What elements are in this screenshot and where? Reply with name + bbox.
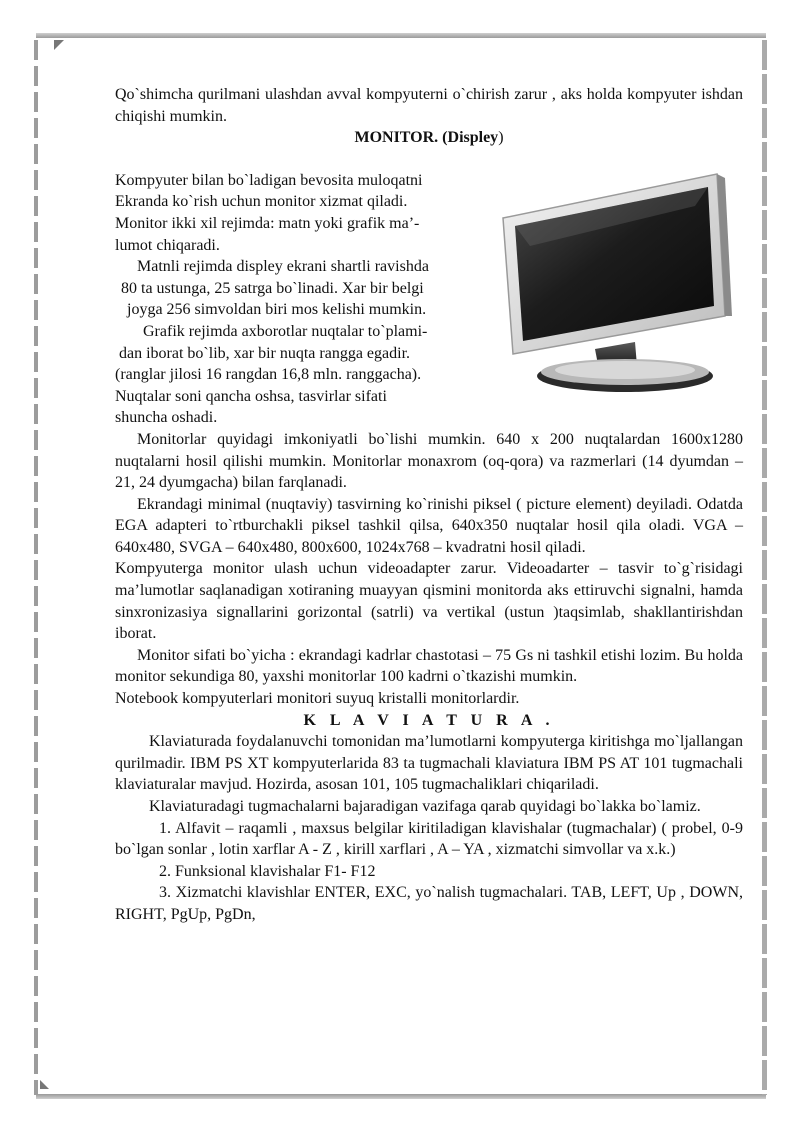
keyboard-list-item: 1. Alfavit – raqamli , maxsus belgilar kiritiladigan klavishalar (tugmachalar) ( probel, 0-9 bo`lgan sonlar , lotin xarflar A - Z , kirill xarflari , A – YA , xizmatchi simvollar va x.k.) — [115, 819, 743, 859]
monitor-paragraph: Notebook kompyuterlari monitori suyuq kristalli monitorlardir. — [115, 690, 520, 708]
page-border-bottom — [36, 1094, 766, 1099]
monitor-paragraph: Monitor sifati bo`yicha : ekrandagi kadrlar chastotasi – 75 Gs ni tashkil etishi lozim. Bu holda monitor sekundiga 80, yaxshi monitorlar 100 kadrni o`tkazishi mumkin. — [115, 646, 743, 686]
page-border-right — [762, 40, 767, 1095]
lcd-monitor-icon — [485, 166, 747, 399]
float-line: Grafik rejimda axborotlar nuqtalar to`plami- — [143, 322, 428, 340]
float-line: joyga 256 simvoldan biri mos kelishi mumkin. — [127, 301, 427, 319]
float-line: lumot chiqaradi. — [115, 236, 220, 254]
monitor-heading-bold: MONITOR. (Displey — [354, 129, 499, 147]
keyboard-paragraph: Klaviaturadagi tugmachalarni bajaradigan vazifaga qarab quyidagi bo`lakka bo`lamiz. — [149, 798, 701, 815]
keyboard-list-item: 2. Funksional klavishalar F1- F12 — [159, 862, 376, 880]
float-line: Kompyuter bilan bo`ladigan bevosita muloqatni — [115, 171, 423, 189]
corner-mark-top — [54, 40, 64, 50]
float-line: shuncha oshadi. — [115, 409, 218, 427]
monitor-heading-end: ) — [498, 129, 504, 147]
float-line: Monitor ikki xil rejimda: matn yoki grafik ma’- — [115, 214, 420, 232]
float-line: dan iborat bo`lib, xar bir nuqta rangga egadir. — [119, 344, 411, 362]
corner-mark-bottom — [40, 1080, 49, 1089]
page-border-left — [34, 40, 38, 1095]
keyboard-heading: K L A V I A T U R A . — [303, 711, 555, 729]
keyboard-list-item: 3. Xizmatchi klavishlar ENTER, EXC, yo`nalish tugmachalari. TAB, LEFT, Up , DOWN, RIGHT, PgUp, PgDn, — [115, 884, 743, 923]
float-line: (ranglar jilosi 16 rangdan 16,8 mln. ranggacha). — [115, 366, 422, 384]
page-border-top — [36, 33, 766, 38]
monitor-paragraph: Monitorlar quyidagi imkoniyatli bo`lishi mumkin. 640 x 200 nuqtalardan 1600x1280 nuqtalarni hosil qilishi mumkin. Monitorlar monaxrom (oq-qora) va razmerlari (14 dyumdan – 21, 24 dyumgacha) bilan farqlanadi. — [115, 430, 743, 492]
keyboard-paragraph: Klaviaturada foydalanuvchi tomonidan ma’lumotlarni kompyuterga kiritishga mo`ljallangan qurilmadir. IBM PS XT kompyuterlarida 83 ta tugmachali klaviatura IBM PS AT 101 tugmachali klaviaturalar mavjud. Hozirda, asosan 101, 105 tugmachaliklari chiqariladi. — [115, 733, 743, 794]
float-line: 80 ta ustunga, 25 satrga bo`linadi. Xar bir belgi — [121, 279, 424, 297]
monitor-heading — [115, 127, 743, 149]
monitor-paragraph: Kompyuterga monitor ulash uchun videoadapter zarur. Videoadarter – tasvir to`g`risidagi ma’lumotlar saqlanadigan xotiraning muayyan qismini monitorda aks ettiruvchi signalni, hamda sinxronizasiya signallarini gorizontal (satrli) va vertikal (ustun )taqsimlab, shakllantirishdan iborat. — [115, 560, 743, 643]
monitor-paragraph: Ekrandagi minimal (nuqtaviy) tasvirning ko`rinishi piksel ( picture element) deyiladi. Odatda EGA adapteri to`rtburchakli piksel tashkil qilsa, 640x350 nuqtalar hosil qila oladi. VGA – 640x480, SVGA – 640x480, 800x600, 1024x768 – kvadratni hosil qiladi. — [115, 495, 743, 556]
float-line: Nuqtalar soni qancha oshsa, tasvirlar sifati — [115, 387, 387, 405]
intro-paragraph: Qo`shimcha qurilmani ulashdan avval kompyuterni o`chirish zarur , aks holda kompyuter ishdan chiqishi mumkin. — [115, 86, 743, 125]
document-body — [115, 84, 743, 926]
float-line: Ekranda ko`rish uchun monitor xizmat qiladi. — [115, 193, 408, 211]
float-line: Matnli rejimda displey ekrani shartli ravishda — [137, 258, 429, 276]
